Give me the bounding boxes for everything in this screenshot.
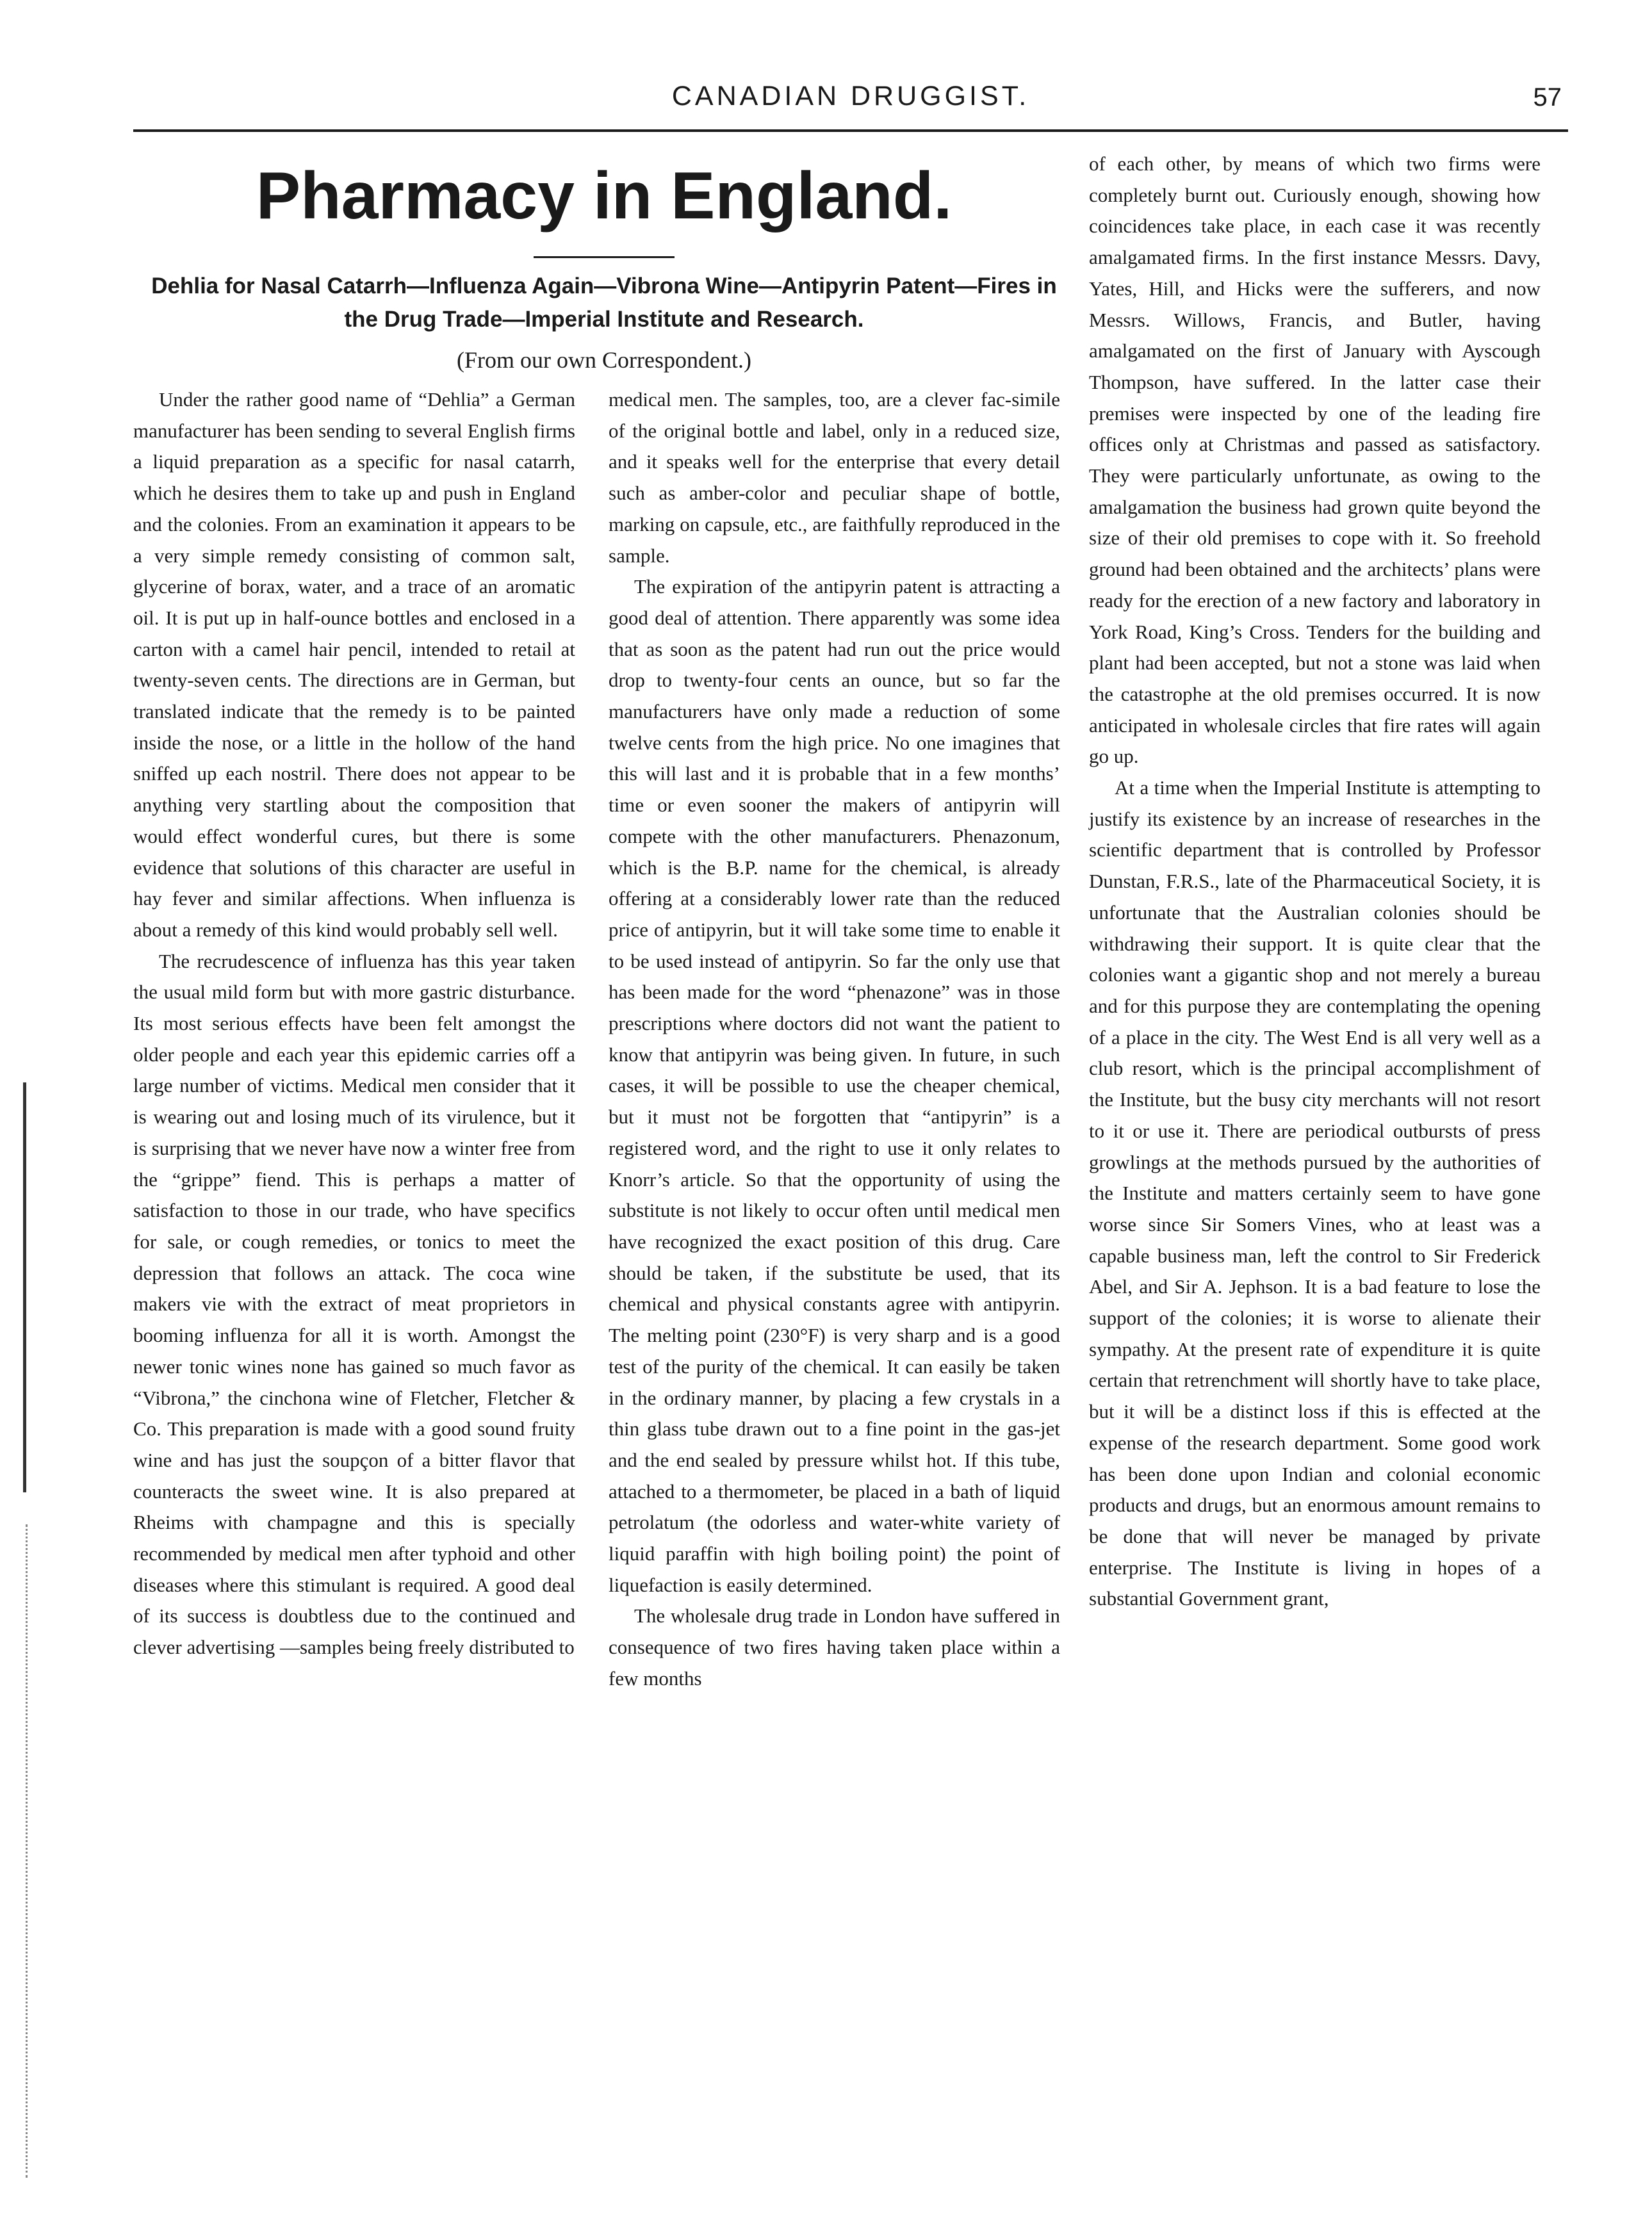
title-divider [534,256,675,258]
running-title: CANADIAN DRUGGIST. [671,81,1030,111]
margin-mark [23,1082,26,1492]
header-rule [133,129,1568,132]
paragraph: of each other, by means of which two firms were completely burnt out. Curiously enough, showing how coincidences take place, in each case it was recently amalgamated firms. In the first instance Messrs. Davy, Yates, Hill, and Hicks were the sufferers, and now Messrs. Willows, Francis, and Butler, having amalgamated on the first of January with Ayscough Thompson, have suffered. In the latter case their premises were inspected by one of the leading fire offices only at Christmas and passed as satisfactory. They were particularly unfortunate, as owing to the amalgamation the business had grown quite beyond the size of their old premises to cope with it. So freehold ground had been obtained and the architects’ plans were ready for the erection of a new factory and laboratory in York Road, King’s Cross. Tenders for the building and plant had been accepted, but not a stone was laid when the catastrophe at the old premises occurred. It is now anticipated in wholesale circles that fire rates will again go up. [1089,152,1541,768]
paragraph: medical men. The samples, too, are a clever fac-simile of the original bottle and label, only in a reduced size, and it speaks well for the enterprise that every detail such as amber-color and peculiar shape of bottle, marking on capsule, etc., are faithfully reproduced in the sample. [609,388,1060,567]
paragraph: The wholesale drug trade in London have suffered in consequence of two fires having taken place within a few months [609,1604,1060,1690]
paragraph: At a time when the Imperial Institute is attempting to justify its existence by an increase of researches in the scientific department that is controlled by Professor Dunstan, F.R.S., late of the Pharmaceutical Society, it is unfortunate that the Australian colonies should be withdrawing their support. It is quite clear that the colonies want a gigantic shop and not merely a bureau and for this purpose they are contemplating the opening of a place in the city. The West End is all very well as a club resort, which is the principal accomplishment of the Institute, but the busy city merchants will not resort to it or use it. There are periodical outbursts of press growlings at the methods pursued by the authorities of the Institute and matters certainly seem to have gone worse since Sir Somers Vines, who at least was a capable business man, left the control to Sir Frederick Abel, and Sir A. Jephson. It is a bad feature to lose the support of the colonies; it is worse to alienate their sympathy. At the present rate of expenditure it is quite certain that retrenchment will shortly have to take place, but it will be a distinct loss if this is effected at the expense of the research department. Some good work has been done upon Indian and colonial economic products and drugs, but an enormous amount remains to be done that will never be managed by private enterprise. The Institute is living in hopes of a substantial Government grant, [1089,776,1541,1610]
article-heading [133,145,1075,376]
paragraph: The expiration of the antipyrin patent is attracting a good deal of attention. There apparently was some idea that as soon as the patent had run out the price would drop to twenty-four cents an ounce, but so far the manufacturers have only made a reduction of some twelve cents from the high price. No one imagines that this will last and it is probable that in a few months’ time or even sooner the makers of antipyrin will compete with the other manufacturers. Phenazonum, which is the B.P. name for the chemical, is already offering at a considerably lower rate than the reduced price of antipyrin, but it will take some time to enable it to be used instead of antipyrin. So far the only use that has been made for the word “phenazone” was in those prescriptions where doctors did not want the patient to know that antipyrin was being given. In future, in such cases, it will be possible to use the cheaper chemical, but it must not be forgotten that “antipyrin” is a registered word, and the right to use it only relates to Knorr’s article. So that the opportunity of using the substitute is not likely to occur often until medical men have recognized the exact position of this drug. Care should be taken, if the substitute be used, that its chemical and physical constants agree with antipyrin. The melting point (230°F) is very sharp and is a good test of the purity of the chemical. It can easily be taken in the ordinary manner, by placing a few crystals in a thin glass tube drawn out to a fine point in the gas-jet and the end sealed by pressure whilst hot. If this tube, attached to a thermometer, be placed in a bath of liquid petrolatum (the odorless and water-white variety of liquid paraffin with high boiling point) the point of liquefaction is easily determined. [609,575,1060,1596]
text-column-2 [609,384,1060,1695]
text-column-3 [1089,149,1541,1615]
paragraph: Under the rather good name of “Dehlia” a German manufacturer has been sending to several English firms a liquid preparation as a specific for nasal catarrh, which he desires them to take up and push in England and the colonies. From an examination it appears to be a very simple remedy consisting of common salt, glycerine of borax, water, and a trace of an aromatic oil. It is put up in half-ounce bottles and enclosed in a carton with a camel hair pencil, intended to retail at twenty-seven cents. The directions are in German, but translated indicate that the remedy is to be painted inside the nose, or a little in the hollow of the hand sniffed up each nostril. There does not appear to be anything very startling about the composition that would effect wonderful cures, but there is some evidence that solutions of this character are useful in hay fever and similar affections. When influenza is about a remedy of this kind would probably sell well. [133,388,575,941]
margin-dotted-line [26,1524,30,2178]
text-column-1 [133,384,575,1663]
page-number: 57 [1533,83,1562,111]
article-byline: (From our own Correspondent.) [457,347,751,373]
article-subtitle: Dehlia for Nasal Catarrh—Influenza Again—Vibrona Wine—Antipyrin Patent—Fires in the Drug Trade—Imperial Institute and Research. [151,273,1057,332]
page-header [133,79,1568,137]
article-title: Pharmacy in England. [256,159,953,233]
paragraph: The recrudescence of influenza has this year taken the usual mild form but with more gastric disturbance. Its most serious effects have been felt amongst the older people and each year this epidemic carries off a large number of victims. Medical men consider that it is wearing out and losing much of its virulence, but it is surprising that we never have now a winter free from the “grippe” fiend. This is perhaps a matter of satisfaction to those in our trade, who have specifics for sale, or cough remedies, or tonics to meet the depression that follows an attack. The coca wine makers vie with the extract of meat proprietors in booming influenza for all it is worth. Amongst the newer tonic wines none has gained so much favor as “Vibrona,” the cinchona wine of Fletcher, Fletcher & Co. This preparation is made with a good sound fruity wine and has just the soupçon of a bitter flavor that counteracts the sweet wine. It is also prepared at Rheims with champagne and this is specially recommended by medical men after typhoid and other diseases where this stimulant is required. A good deal of its success is doubtless due to the continued and clever advertising —samples being freely distributed to [133,949,575,1659]
